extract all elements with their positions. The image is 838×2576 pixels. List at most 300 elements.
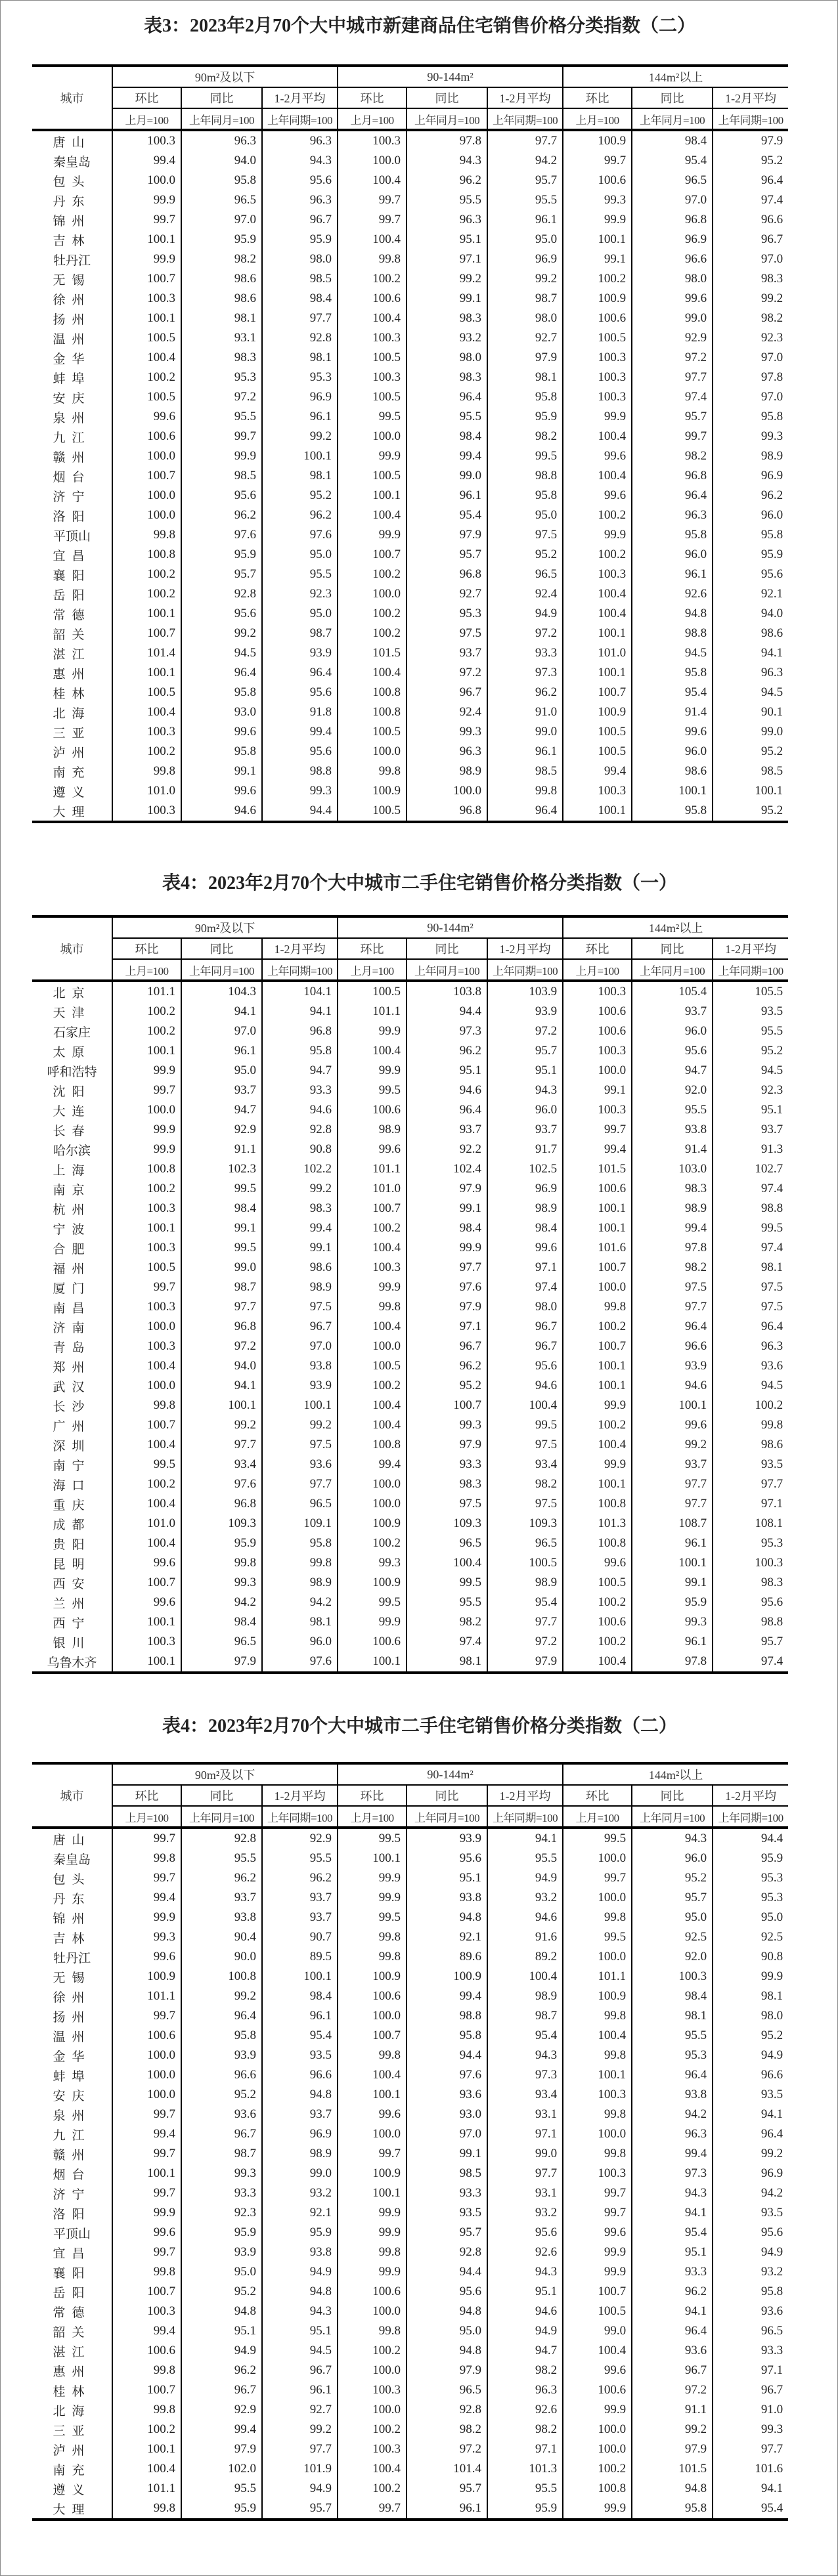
index-value: 95.1 [407,1868,487,1888]
index-value: 98.7 [181,2144,262,2164]
index-value: 99.2 [181,1986,262,2006]
index-value: 100.2 [755,1398,783,1412]
index-value: 95.8 [407,2026,487,2046]
index-value: 95.7 [632,407,713,427]
city-name: 南昌 [32,1297,112,1317]
index-value: 96.3 [181,130,262,151]
index-value: 100.1 [338,486,407,505]
index-value: 95.3 [761,1536,783,1550]
index-value: 94.9 [761,2245,783,2259]
index-value: 95.7 [487,171,563,190]
base-header: 上年同月=100 [407,108,487,130]
table-row [32,1061,788,1081]
price-index-table [32,1762,788,2521]
table-row [32,387,788,407]
index-value: 96.7 [407,1337,487,1356]
index-value: 100.3 [563,2164,632,2183]
index-value: 99.4 [262,1218,338,1238]
index-value: 101.5 [338,643,407,663]
index-value: 100.8 [338,683,407,702]
city-name: 西宁 [32,1612,112,1632]
metric-header: 环比 [563,938,632,959]
index-value: 93.6 [181,2105,262,2124]
index-value: 99.8 [262,1553,338,1573]
index-value: 93.2 [262,2183,338,2203]
index-value: 96.4 [761,2127,783,2141]
index-value: 98.8 [761,1615,783,1629]
city-name: 丹东 [32,190,112,210]
index-value: 98.9 [487,1986,563,2006]
index-value: 96.7 [761,2383,783,2397]
table-row [32,2124,788,2144]
index-value: 100.2 [338,2420,407,2439]
index-value: 99.7 [632,427,713,446]
index-value: 99.9 [112,1908,181,1927]
index-value: 95.8 [181,2026,262,2046]
metric-header: 环比 [112,87,181,108]
index-value: 95.9 [181,230,262,249]
index-value: 94.0 [761,607,783,620]
index-value: 99.7 [563,2183,632,2203]
index-value: 99.0 [262,2164,338,2183]
index-value: 97.2 [407,663,487,683]
city-name: 长沙 [32,1396,112,1415]
city-name: 南宁 [32,1455,112,1474]
index-value: 93.3 [262,1081,338,1100]
index-value: 96.6 [761,213,783,226]
price-index-table [32,915,788,1674]
index-value: 97.5 [487,1435,563,1455]
city-name: 太原 [32,1041,112,1061]
index-value: 99.6 [338,1140,407,1159]
index-value: 100.1 [563,2065,632,2085]
index-value: 100.3 [338,130,407,151]
index-value: 97.7 [487,1612,563,1632]
index-value: 100.4 [338,230,407,249]
index-value: 98.1 [761,1260,783,1274]
index-value: 94.2 [761,2186,783,2200]
index-value: 100.3 [338,368,407,387]
index-value: 93.3 [761,2344,783,2357]
index-value: 93.2 [761,2265,783,2279]
table-row [32,2065,788,2085]
index-value: 100.1 [112,1218,181,1238]
table-row [32,1474,788,1494]
table-row [32,2183,788,2203]
index-value: 97.5 [761,1280,783,1294]
city-name: 深圳 [32,1435,112,1455]
index-value: 100.4 [338,2065,407,2085]
index-value: 95.5 [632,1100,713,1120]
index-value: 94.8 [407,2341,487,2361]
index-value: 99.4 [632,2144,713,2164]
metric-header: 同比 [181,87,262,108]
index-value: 97.7 [632,1474,713,1494]
index-value: 97.3 [487,2065,563,2085]
size-group-header: 90m²及以下 [112,66,338,87]
index-value: 99.6 [112,1593,181,1612]
index-value: 93.9 [181,2046,262,2065]
index-value: 93.8 [181,1908,262,1927]
index-value: 96.2 [181,1868,262,1888]
index-value: 100.0 [338,2302,407,2321]
index-value: 95.1 [181,2321,262,2341]
index-value: 93.7 [262,1888,338,1908]
index-value: 95.2 [487,545,563,565]
index-value: 98.7 [262,624,338,643]
index-value: 100.8 [338,702,407,722]
table-row [32,1534,788,1553]
index-value: 93.8 [632,2085,713,2105]
index-value: 96.8 [632,466,713,486]
table-row [32,1927,788,1947]
index-value: 93.3 [407,2183,487,2203]
index-value: 96.7 [262,1317,338,1337]
city-name: 南充 [32,2459,112,2479]
index-value: 100.3 [338,328,407,348]
index-value: 92.8 [181,1828,262,1849]
index-value: 94.9 [262,2262,338,2282]
index-value: 100.3 [563,387,632,407]
index-value: 99.8 [112,2400,181,2420]
index-value: 92.3 [761,1083,783,1097]
index-value: 95.7 [632,1888,713,1908]
index-value: 93.9 [262,1376,338,1396]
index-value: 96.4 [262,663,338,683]
index-value: 96.3 [761,666,783,679]
index-value: 100.9 [338,781,407,801]
city-name: 武汉 [32,1376,112,1396]
index-value: 95.5 [262,565,338,584]
index-value: 96.8 [262,1021,338,1041]
index-value: 99.7 [112,1277,181,1297]
index-value: 100.2 [563,505,632,525]
index-value: 92.3 [181,2203,262,2223]
index-value: 100.3 [563,1041,632,1061]
city-name: 丹东 [32,1888,112,1908]
index-value: 95.4 [713,2499,788,2520]
table-row [32,1081,788,1100]
index-value: 95.9 [181,1534,262,1553]
index-value: 94.4 [407,1002,487,1021]
index-value: 100.6 [338,1100,407,1120]
index-value: 100.0 [563,1888,632,1908]
index-value: 95.3 [407,604,487,624]
table-row [32,663,788,683]
index-value: 100.6 [338,1632,407,1652]
index-value: 100.4 [487,1967,563,1986]
index-value: 99.9 [761,1969,783,1983]
index-value: 95.0 [181,2262,262,2282]
index-value: 94.8 [632,2479,713,2499]
base-header: 上月=100 [338,959,407,981]
index-value: 93.9 [632,1356,713,1376]
table-row [32,2105,788,2124]
index-value: 99.5 [338,1908,407,1927]
index-value: 99.1 [563,1081,632,1100]
index-value: 100.2 [563,545,632,565]
index-value: 94.6 [407,1081,487,1100]
metric-header: 同比 [632,1785,713,1806]
index-value: 93.7 [632,1455,713,1474]
table-row [32,2282,788,2302]
index-value: 100.9 [338,1514,407,1534]
index-value: 98.0 [632,269,713,289]
city-name: 昆明 [32,1553,112,1573]
index-value: 93.7 [181,1081,262,1100]
index-value: 99.5 [181,1238,262,1258]
index-value: 99.3 [338,1553,407,1573]
index-value: 93.1 [487,2183,563,2203]
index-value: 95.0 [262,604,338,624]
index-value: 99.6 [181,781,262,801]
table-row [32,2164,788,2183]
index-value: 99.7 [563,2203,632,2223]
index-value: 97.7 [761,1477,783,1491]
table-row [32,1967,788,1986]
index-value: 100.7 [112,466,181,486]
table-row [32,643,788,663]
index-value: 94.6 [262,1100,338,1120]
index-value: 99.9 [338,1612,407,1632]
index-value: 98.9 [262,1573,338,1593]
index-value: 95.8 [761,410,783,423]
city-name: 济南 [32,1317,112,1337]
index-value: 96.9 [262,2124,338,2144]
index-value: 94.1 [632,2302,713,2321]
table-row [32,427,788,446]
city-name: 郑州 [32,1356,112,1376]
index-value: 99.9 [338,1061,407,1081]
index-value: 98.9 [262,1277,338,1297]
index-value: 92.0 [632,1947,713,1967]
index-value: 100.1 [112,663,181,683]
index-value: 100.6 [563,309,632,328]
index-value: 99.1 [262,1238,338,1258]
index-value: 92.5 [761,1930,783,1944]
index-value: 99.6 [181,722,262,742]
index-value: 95.2 [713,801,788,822]
index-value: 97.5 [761,1300,783,1314]
city-name: 金华 [32,348,112,368]
metric-header: 1-2月平均 [487,938,563,959]
index-value: 99.4 [112,1888,181,1908]
index-value: 99.0 [487,722,563,742]
city-name: 呼和浩特 [32,1061,112,1081]
index-value: 99.4 [112,2321,181,2341]
size-group-header: 90m²及以下 [112,1763,338,1785]
index-value: 91.7 [487,1140,563,1159]
index-value: 99.9 [563,2262,632,2282]
city-name: 哈尔滨 [32,1140,112,1159]
index-value: 99.9 [338,1021,407,1041]
index-value: 94.5 [761,1379,783,1392]
index-value: 104.1 [262,981,338,1002]
index-value: 101.3 [487,2459,563,2479]
base-header: 上月=100 [563,1806,632,1828]
index-value: 96.7 [761,232,783,246]
index-value: 96.2 [407,1041,487,1061]
index-value: 101.1 [112,1986,181,2006]
index-value: 98.9 [761,449,783,463]
index-value: 96.5 [487,565,563,584]
base-header: 上年同月=100 [407,1806,487,1828]
index-value: 100.6 [563,2380,632,2400]
index-value: 94.6 [487,2302,563,2321]
index-value: 94.7 [262,1061,338,1081]
index-value: 96.4 [181,2006,262,2026]
index-value: 98.6 [761,626,783,640]
index-value: 99.5 [112,1455,181,1474]
index-value: 100.6 [563,1021,632,1041]
index-value: 100.8 [112,1159,181,1179]
index-value: 97.9 [632,2439,713,2459]
base-header: 上年同月=100 [407,959,487,981]
index-value: 94.1 [262,1002,338,1021]
index-value: 94.8 [262,2282,338,2302]
index-value: 100.0 [112,2085,181,2105]
index-value: 100.7 [112,624,181,643]
table-row [32,505,788,525]
index-value: 97.7 [262,1474,338,1494]
index-value: 100.4 [563,2341,632,2361]
table-row [32,2400,788,2420]
index-value: 94.3 [262,2302,338,2321]
index-value: 96.3 [262,190,338,210]
index-value: 95.2 [632,1868,713,1888]
index-value: 99.8 [112,525,181,545]
city-column-header: 城市 [32,1763,112,1828]
index-value: 96.1 [632,1632,713,1652]
table-row [32,604,788,624]
index-value: 92.1 [761,587,783,601]
size-group-header: 90-144m² [338,66,563,87]
index-value: 98.4 [632,1986,713,2006]
index-value: 97.9 [761,134,783,148]
index-value: 96.5 [181,190,262,210]
metric-header: 环比 [112,1785,181,1806]
index-value: 100.4 [338,1396,407,1415]
index-value: 97.3 [407,1021,487,1041]
index-value: 96.4 [761,173,783,187]
index-value: 96.9 [761,469,783,483]
index-value: 95.4 [632,2223,713,2243]
table-row [32,2380,788,2400]
index-value: 108.7 [632,1514,713,1534]
index-value: 96.3 [262,130,338,151]
index-value: 100.4 [112,1494,181,1514]
index-value: 100.1 [338,2085,407,2105]
index-value: 93.3 [407,1455,487,1474]
city-name: 大理 [32,801,112,822]
table-row [32,2223,788,2243]
index-value: 99.7 [112,2105,181,2124]
index-value: 100.5 [563,742,632,762]
city-name: 包头 [32,171,112,190]
table-row [32,151,788,171]
index-value: 94.4 [407,2046,487,2065]
index-value: 100.1 [338,1652,407,1673]
table-row [32,1041,788,1061]
index-value: 100.4 [563,427,632,446]
index-value: 101.1 [563,1967,632,1986]
index-value: 99.2 [181,624,262,643]
index-value: 100.8 [112,545,181,565]
index-value: 98.8 [262,762,338,781]
city-name: 唐山 [32,130,112,151]
index-value: 97.7 [262,309,338,328]
base-header: 上年同期=100 [713,959,788,981]
index-value: 93.1 [181,328,262,348]
table-row [32,565,788,584]
index-value: 99.4 [112,2124,181,2144]
index-value: 99.0 [487,2144,563,2164]
city-name: 石家庄 [32,1021,112,1041]
index-value: 100.2 [563,269,632,289]
city-name: 合肥 [32,1238,112,1258]
index-value: 99.9 [563,525,632,545]
index-value: 99.5 [338,1081,407,1100]
index-value: 103.8 [407,981,487,1002]
base-header: 上年同月=100 [632,1806,713,1828]
city-name: 包头 [32,1868,112,1888]
index-value: 99.4 [563,1140,632,1159]
index-value: 100.5 [112,328,181,348]
index-value: 99.6 [563,486,632,505]
index-value: 98.2 [487,2420,563,2439]
index-value: 93.8 [262,1356,338,1376]
index-value: 93.7 [262,2105,338,2124]
index-value: 100.1 [563,1199,632,1218]
index-value: 96.0 [262,1632,338,1652]
city-name: 三亚 [32,2420,112,2439]
index-value: 92.8 [407,2400,487,2420]
index-value: 97.7 [487,130,563,151]
index-value: 100.3 [112,130,181,151]
index-value: 100.3 [563,368,632,387]
index-value: 100.1 [338,2183,407,2203]
index-value: 99.2 [262,2420,338,2439]
index-value: 98.3 [407,368,487,387]
table-row [32,1100,788,1120]
index-value: 98.2 [632,1258,713,1277]
table-row [32,2341,788,2361]
index-value: 99.7 [563,151,632,171]
index-value: 100.1 [112,1652,181,1673]
city-name: 韶关 [32,2321,112,2341]
index-value: 96.9 [487,249,563,269]
metric-header: 同比 [407,1785,487,1806]
index-value: 99.5 [761,1221,783,1235]
index-value: 104.3 [181,981,262,1002]
table-row [32,1593,788,1612]
index-value: 99.8 [338,1947,407,1967]
index-value: 92.8 [262,1120,338,1140]
index-value: 100.2 [338,1218,407,1238]
city-name: 福州 [32,1258,112,1277]
index-value: 99.3 [632,1612,713,1632]
size-group-header: 90-144m² [338,916,563,938]
table-row [32,1986,788,2006]
index-value: 95.4 [262,2026,338,2046]
index-value: 97.4 [713,1652,788,1673]
base-header: 上年同期=100 [487,959,563,981]
index-value: 95.5 [181,1849,262,1868]
index-value: 97.1 [487,1258,563,1277]
city-name: 贵阳 [32,1534,112,1553]
index-value: 100.2 [338,2479,407,2499]
city-name: 唐山 [32,1828,112,1849]
